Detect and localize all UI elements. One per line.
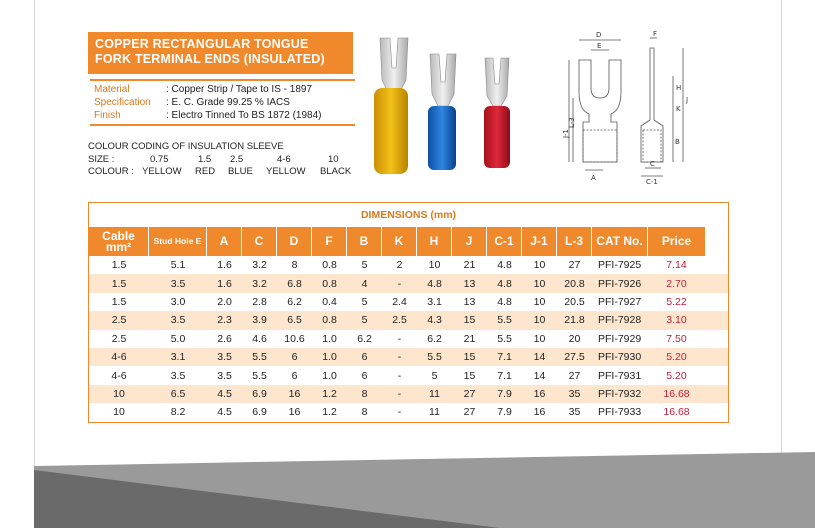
fork-terminal-blue [428, 54, 456, 170]
table-cell: 8 [361, 406, 368, 419]
drawing-label: K [676, 105, 681, 113]
table-cell: 14 [533, 351, 546, 364]
table-row [89, 330, 728, 348]
price-cell: 5.22 [666, 295, 687, 308]
table-cell: 27 [568, 259, 581, 272]
table-cell: 10 [113, 406, 125, 419]
table-cell: 1.2 [322, 387, 337, 400]
column-header: Cable mm² [89, 227, 149, 256]
table-cell: 14 [533, 369, 546, 382]
table-cell: 4.8 [497, 295, 512, 308]
table-cell: 6.2 [357, 332, 372, 345]
table-cell: - [397, 277, 402, 290]
price-cell: 5.20 [666, 369, 687, 382]
spec-row-specification [94, 96, 355, 109]
price-cell: 7.14 [666, 259, 687, 272]
cat-no-cell: PFI-7930 [598, 351, 642, 364]
table-cell: 4.8 [427, 277, 442, 290]
table-cell: 10 [113, 387, 125, 400]
table-cell: 11 [429, 387, 440, 400]
table-cell: 6.8 [287, 277, 302, 290]
drawing-label: E [597, 42, 602, 50]
cat-no-cell: PFI-7929 [598, 332, 642, 345]
column-header: F [312, 227, 347, 256]
colour-value: YELLOW [266, 166, 306, 177]
table-cell: 20.8 [564, 277, 585, 290]
table-cell: 0.4 [322, 295, 337, 308]
table-cell: 4.5 [217, 387, 232, 400]
table-cell: 1.2 [322, 406, 337, 419]
table-cell: 3.1 [427, 295, 442, 308]
table-cell: 27 [463, 387, 476, 400]
cat-no-cell: PFI-7933 [598, 406, 642, 419]
table-cell: 13 [463, 277, 476, 290]
drawing-label: C [650, 160, 655, 168]
table-cell: 3.2 [252, 259, 267, 272]
table-cell: 1.0 [322, 369, 337, 382]
colour-coding-title: COLOUR CODING OF INSULATION SLEEVE [88, 141, 284, 152]
table-cell: 1.6 [217, 277, 232, 290]
cat-no-cell: PFI-7927 [598, 295, 642, 308]
drawing-label: J-1 [562, 129, 570, 138]
colour-value: BLACK [320, 166, 352, 177]
cat-no-cell: PFI-7925 [598, 259, 642, 272]
table-cell: 15 [463, 351, 476, 364]
table-cell: 4-6 [111, 369, 127, 382]
table-cell: 4.8 [497, 259, 512, 272]
spec-table [90, 79, 355, 126]
table-cell: 1.5 [111, 295, 127, 308]
table-row [89, 274, 728, 292]
table-cell: 7.9 [497, 406, 512, 419]
table-cell: 4.3 [427, 314, 442, 327]
column-header: J [452, 227, 487, 256]
table-cell: 27.5 [564, 351, 585, 364]
table-cell: 5 [431, 369, 438, 382]
price-cell: 5.20 [666, 351, 687, 364]
table-cell: 10 [533, 332, 546, 345]
column-header: C-1 [487, 227, 522, 256]
table-cell: 15 [463, 314, 476, 327]
column-header: C [242, 227, 277, 256]
table-cell: 8 [291, 259, 298, 272]
table-cell: 16 [288, 406, 301, 419]
drawing-label: L-3 [568, 117, 576, 128]
table-cell: - [397, 369, 402, 382]
table-cell: 4 [361, 277, 368, 290]
spec-value: : E. C. Grade 99.25 % IACS [166, 97, 290, 108]
table-cell: 2.8 [252, 295, 267, 308]
table-cell: 6 [291, 369, 298, 382]
table-cell: 2.5 [392, 314, 407, 327]
table-cell: 7.1 [497, 351, 512, 364]
table-cell: 6 [361, 369, 368, 382]
table-cell: 7.1 [497, 369, 512, 382]
table-cell: 7.9 [497, 387, 512, 400]
table-cell: 1.5 [111, 277, 127, 290]
table-row [89, 366, 728, 384]
table-cell: 10 [428, 259, 441, 272]
table-row [89, 403, 728, 421]
size-label: SIZE : [88, 154, 115, 165]
table-cell: 35 [568, 406, 581, 419]
table-cell: 6.9 [252, 387, 267, 400]
product-photo [360, 30, 540, 180]
table-cell: - [397, 406, 402, 419]
cat-no-cell: PFI-7926 [598, 277, 642, 290]
table-cell: 3.1 [170, 351, 186, 364]
table-cell: 6 [291, 351, 298, 364]
table-cell: 15 [463, 369, 476, 382]
table-cell: 16 [533, 406, 546, 419]
table-cell: 6.5 [170, 387, 186, 400]
table-cell: 35 [568, 387, 581, 400]
table-cell: 2.3 [217, 314, 232, 327]
table-cell: 0.8 [322, 314, 337, 327]
table-cell: 4.6 [252, 332, 267, 345]
table-cell: 3.2 [252, 277, 267, 290]
table-cell: 2.0 [217, 295, 232, 308]
title-line-2: FORK TERMINAL ENDS (INSULATED) [95, 52, 325, 66]
table-cell: 0.8 [322, 259, 337, 272]
dimensions-table [88, 202, 729, 423]
table-cell: 6 [361, 351, 368, 364]
table-cell: 3.9 [252, 314, 267, 327]
table-row [89, 311, 728, 329]
table-cell: 5 [361, 295, 368, 308]
table-cell: 10 [533, 277, 546, 290]
table-cell: 6.2 [287, 295, 302, 308]
table-cell: - [397, 387, 402, 400]
column-header: K [382, 227, 417, 256]
size-value: 10 [328, 154, 339, 165]
table-cell: 5.1 [170, 259, 186, 272]
table-cell: 2.5 [111, 332, 127, 345]
table-cell: 10 [533, 259, 546, 272]
table-row [89, 348, 728, 366]
table-cell: 6.2 [427, 332, 442, 345]
table-header-row [89, 227, 728, 256]
column-header: B [347, 227, 382, 256]
size-value: 1.5 [198, 154, 212, 165]
table-cell: 1.6 [217, 259, 232, 272]
table-cell: - [397, 332, 402, 345]
table-cell: 21 [463, 259, 476, 272]
drawing-label: F [653, 30, 658, 38]
table-cell: 2.5 [111, 314, 127, 327]
table-cell: 10 [533, 314, 546, 327]
table-cell: 0.8 [322, 277, 337, 290]
spec-value: : Electro Tinned To BS 1872 (1984) [166, 110, 322, 121]
column-header: A [207, 227, 242, 256]
table-cell: 3.5 [217, 369, 232, 382]
table-cell: 5.5 [252, 351, 267, 364]
table-body [89, 256, 728, 422]
technical-drawing [562, 30, 735, 186]
table-cell: 21 [463, 332, 476, 345]
column-header: Price [648, 227, 705, 256]
table-row [89, 293, 728, 311]
column-header: J-1 [522, 227, 557, 256]
price-cell: 16.68 [663, 406, 690, 419]
cat-no-cell: PFI-7931 [598, 369, 642, 382]
table-cell: 3.5 [170, 277, 186, 290]
table-cell: 5.5 [252, 369, 267, 382]
table-cell: 21.8 [564, 314, 585, 327]
spec-label: Material [94, 84, 130, 95]
table-cell: 1.0 [322, 332, 337, 345]
column-header: L-3 [557, 227, 592, 256]
table-cell: 3.5 [170, 314, 186, 327]
column-header: H [417, 227, 452, 256]
column-header: D [277, 227, 312, 256]
table-cell: 2.4 [392, 295, 407, 308]
column-header: Stud Hole E [149, 227, 207, 256]
dimensions-title: DIMENSIONS (mm) [360, 209, 457, 221]
table-cell: 5 [361, 314, 368, 327]
cat-no-cell: PFI-7928 [598, 314, 642, 327]
fork-terminal-red [484, 58, 510, 168]
table-cell: 11 [429, 406, 440, 419]
price-cell: 2.70 [666, 277, 687, 290]
price-cell: 3.10 [666, 314, 687, 327]
table-cell: 3.5 [170, 369, 186, 382]
spec-label: Finish [94, 110, 121, 121]
table-cell: 2.6 [217, 332, 232, 345]
spec-value: : Copper Strip / Tape to IS - 1897 [166, 84, 313, 95]
table-cell: 16 [533, 387, 546, 400]
drawing-label: B [675, 138, 680, 146]
drawing-label: H [676, 84, 682, 92]
spec-row-material [94, 83, 355, 96]
price-cell: 7.50 [666, 332, 687, 345]
size-value: 4-6 [277, 154, 291, 165]
table-cell: 16 [288, 387, 301, 400]
table-cell: 13 [463, 295, 476, 308]
table-cell: 4-6 [111, 351, 127, 364]
table-cell: 27 [463, 406, 476, 419]
colour-value: YELLOW [142, 166, 182, 177]
price-cell: 16.68 [663, 387, 690, 400]
drawing-label: J [686, 96, 689, 104]
drawing-label: C-1 [646, 178, 658, 186]
spec-label: Specification [94, 97, 151, 108]
colour-value: BLUE [228, 166, 253, 177]
cat-no-cell: PFI-7932 [598, 387, 642, 400]
table-cell: 10 [533, 295, 546, 308]
table-cell: 4.8 [497, 277, 512, 290]
table-row [89, 256, 728, 274]
table-cell: 6.5 [287, 314, 302, 327]
table-cell: 1.5 [111, 259, 127, 272]
table-cell: 8 [361, 387, 368, 400]
fork-terminal-yellow [374, 38, 408, 174]
table-cell: 4.5 [217, 406, 232, 419]
table-cell: 20 [568, 332, 581, 345]
size-value: 0.75 [150, 154, 169, 165]
table-cell: 5.5 [427, 351, 442, 364]
table-cell: 5.0 [170, 332, 186, 345]
table-cell: 3.5 [217, 351, 232, 364]
table-cell: 5.5 [497, 314, 512, 327]
table-cell: 5.5 [497, 332, 512, 345]
table-cell: 27 [568, 369, 581, 382]
size-value: 2.5 [230, 154, 244, 165]
table-cell: - [397, 351, 402, 364]
column-header: CAT No. [592, 227, 648, 256]
spec-row-finish [94, 109, 355, 122]
table-cell: 5 [361, 259, 368, 272]
product-title [88, 32, 353, 74]
table-cell: 20.5 [564, 295, 585, 308]
table-cell: 6.9 [252, 406, 267, 419]
drawing-label: D [596, 31, 602, 39]
table-cell: 10.6 [284, 332, 305, 345]
drawing-label: A [591, 174, 596, 182]
table-cell: 8.2 [170, 406, 186, 419]
colour-value: RED [195, 166, 216, 177]
table-cell: 2 [396, 259, 403, 272]
table-row [89, 385, 728, 403]
table-cell: 3.0 [170, 295, 186, 308]
footer-band [0, 440, 815, 528]
table-cell: 1.0 [322, 351, 337, 364]
colour-label: COLOUR : [88, 166, 134, 177]
title-line-1: COPPER RECTANGULAR TONGUE [95, 37, 309, 51]
